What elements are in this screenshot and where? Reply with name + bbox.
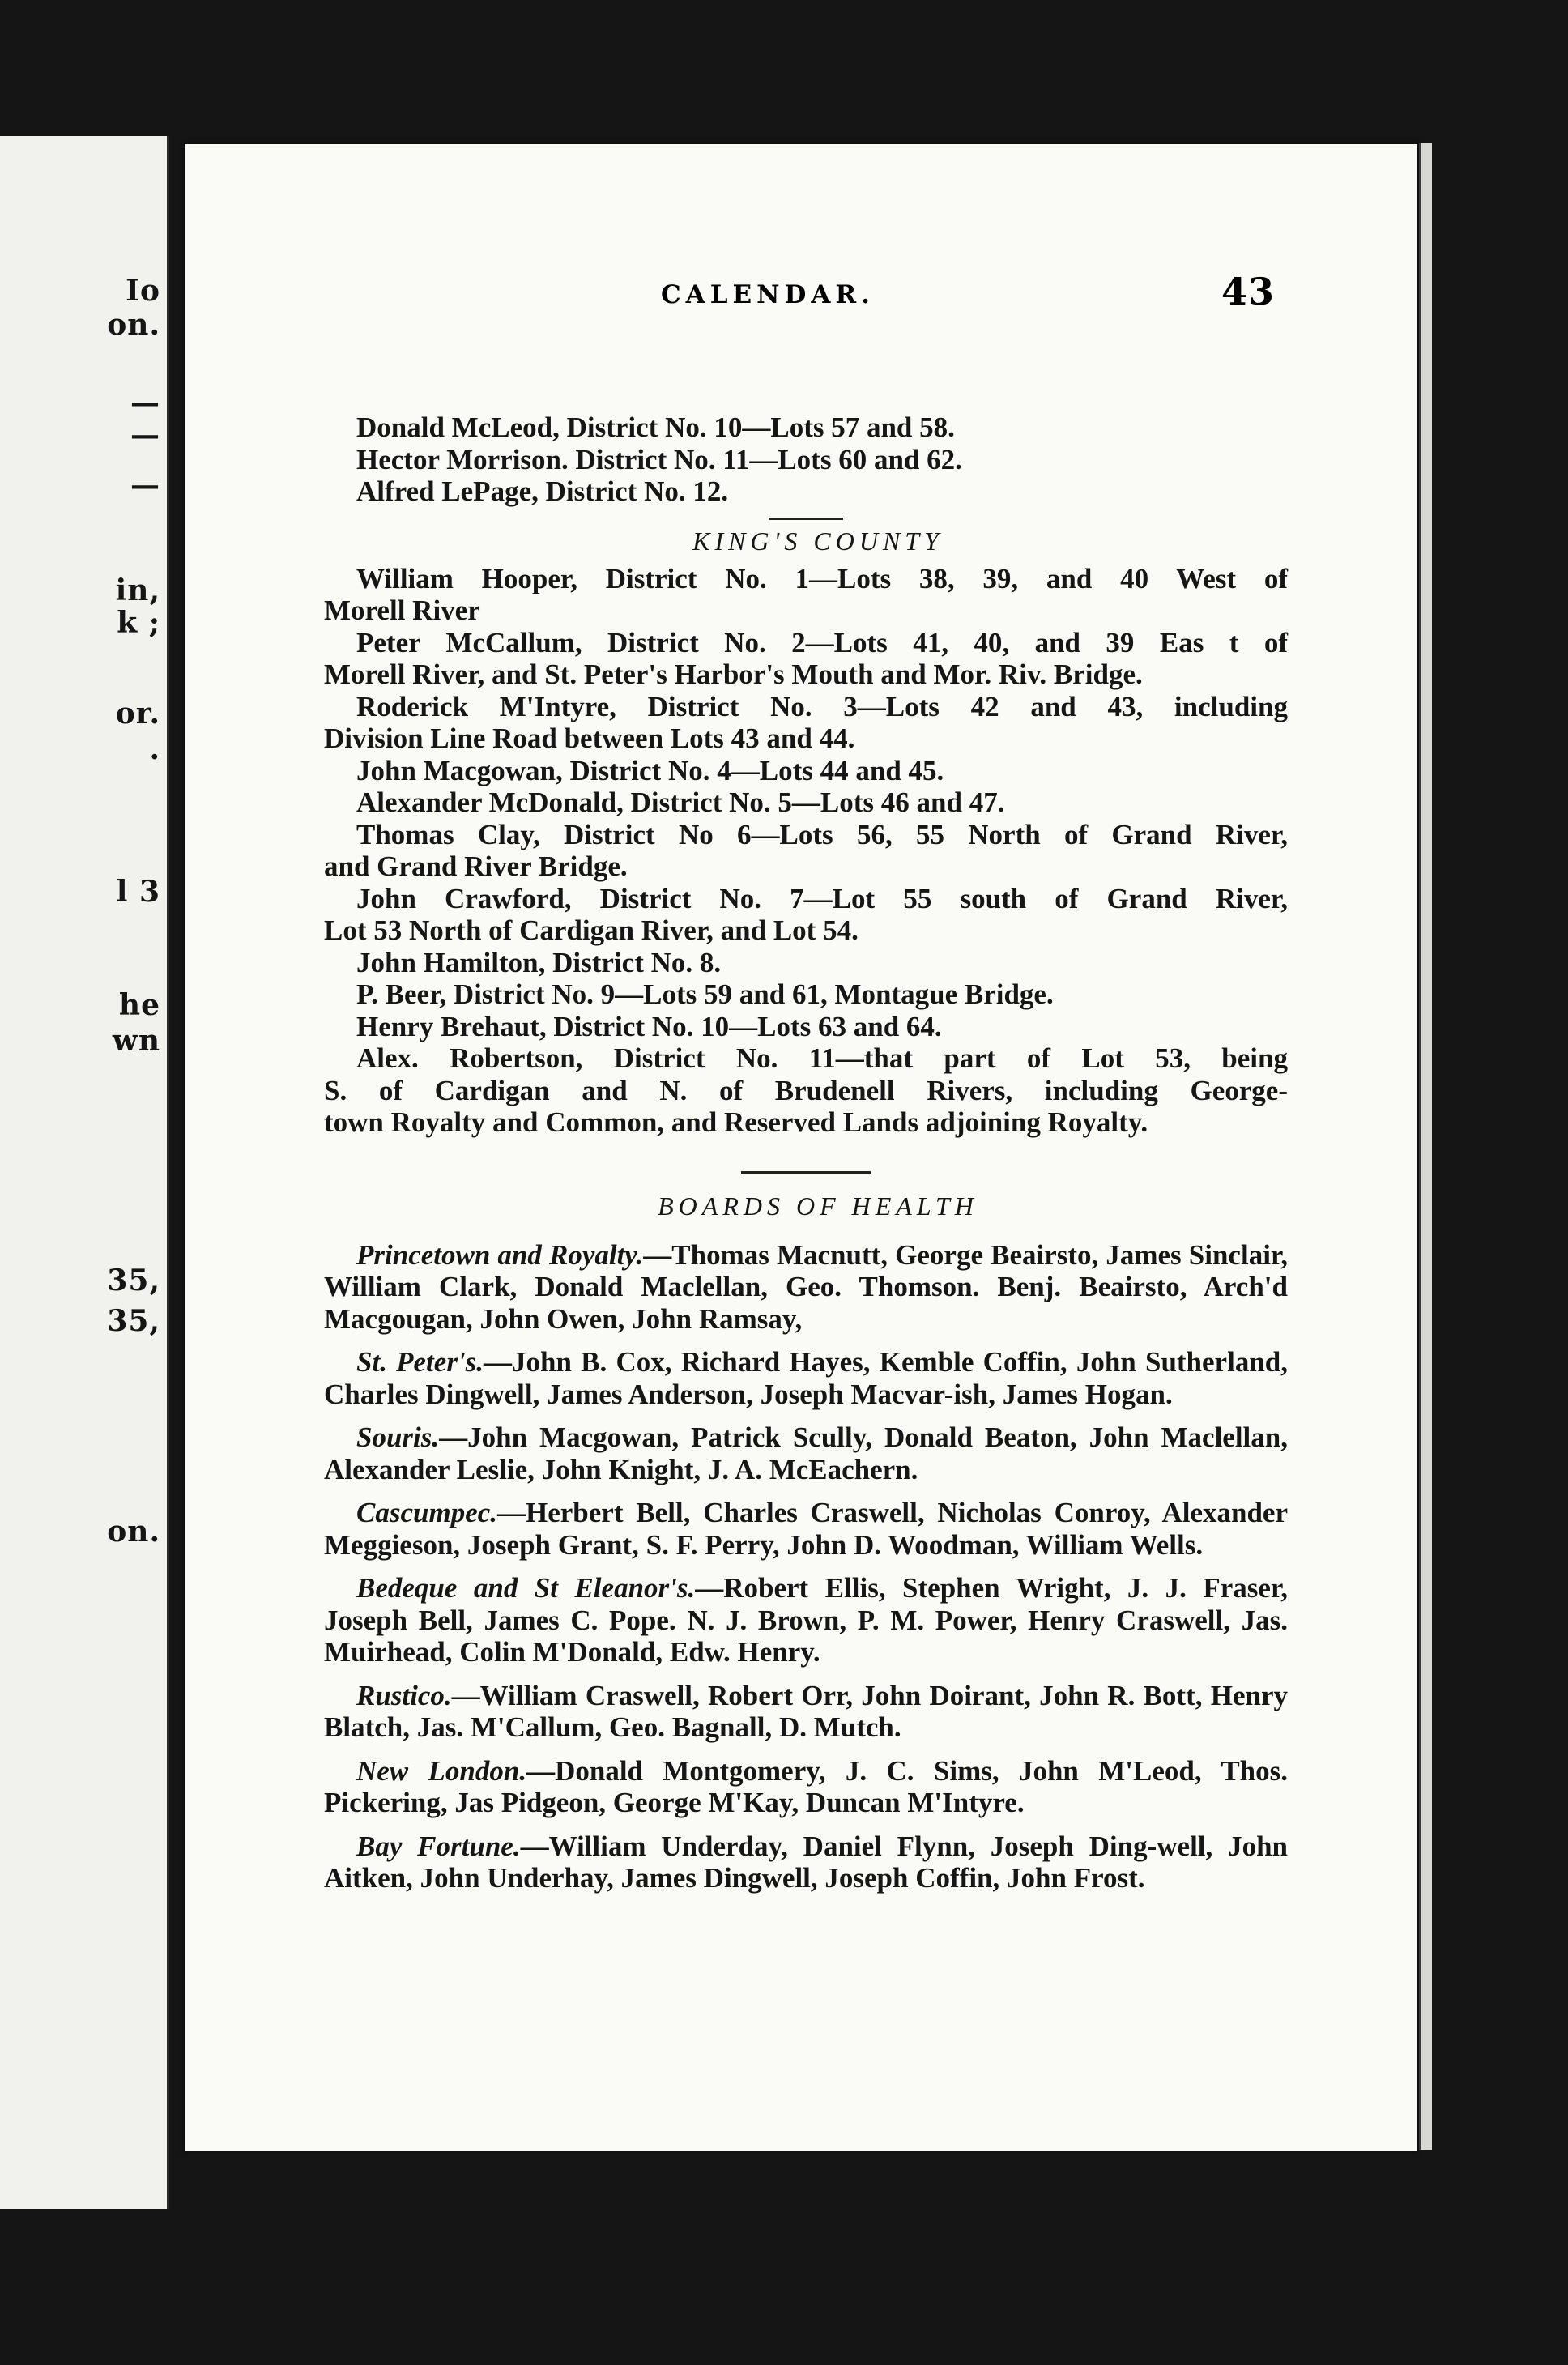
district-entry: Donald McLeod, District No. 10—Lots 57 and 58.	[356, 411, 955, 443]
district-entry	[324, 691, 1288, 755]
left-page-fragment: 35,	[107, 1304, 160, 1338]
left-page-fragment: in,	[115, 573, 160, 607]
district-entry	[324, 786, 1288, 819]
board-place-name: Rustico.	[356, 1679, 452, 1711]
left-page-fragment: wn	[112, 1024, 160, 1058]
board-of-health-entry	[324, 1239, 1288, 1336]
book-page	[185, 144, 1417, 2151]
district-entry-line: Henry Brehaut, District No. 10—Lots 63 and 64.	[356, 1010, 942, 1042]
page-content	[324, 411, 1288, 1906]
district-entry: Alfred LePage, District No. 12.	[356, 475, 729, 507]
district-entry-line: Roderick M'Intyre, District No. 3—Lots 42 and 43, including	[356, 690, 1288, 722]
district-entry-line: and Grand River Bridge.	[324, 850, 628, 882]
left-page-fragment: —	[130, 386, 160, 420]
board-place-name: Princetown and Royalty.	[356, 1238, 644, 1271]
board-of-health-entry	[324, 1755, 1288, 1819]
board-of-health-entry	[324, 1830, 1288, 1894]
district-entry-line: John Crawford, District No. 7—Lot 55 south of Grand River,	[356, 882, 1288, 914]
board-of-health-entry	[324, 1421, 1288, 1485]
boards-of-health-list	[324, 1239, 1288, 1894]
board-place-name: New London.	[356, 1754, 527, 1787]
district-entry	[324, 819, 1288, 883]
left-page-fragment: k ;	[117, 606, 160, 640]
district-entry-line: P. Beer, District No. 9—Lots 59 and 61, Montague Bridge.	[356, 978, 1054, 1010]
district-entry-line: John Macgowan, District No. 4—Lots 44 and 45.	[356, 754, 944, 786]
boards-of-health-heading: BOARDS OF HEALTH	[658, 1191, 978, 1221]
left-page-fragment: l 3	[116, 875, 160, 909]
district-entry-line: John Hamilton, District No. 8.	[356, 946, 722, 978]
left-page-fragment: on.	[107, 1515, 160, 1549]
page-number: 43	[1221, 270, 1276, 313]
district-entry	[324, 978, 1288, 1011]
board-place-name: Cascumpec.	[356, 1497, 498, 1528]
board-members: —Herbert Bell, Charles Craswell, Nicholas Conroy, Alexander Meggieson, Joseph Grant, S. F. Perry, John D. Woodman, William Wells.	[324, 1497, 1288, 1561]
left-page-fragment: 35,	[107, 1263, 160, 1298]
kings-county-heading: KING'S COUNTY	[692, 526, 944, 556]
board-of-health-entry	[324, 1497, 1288, 1561]
board-members: —John Macgowan, Patrick Scully, Donald Beaton, John Maclellan, Alexander Leslie, John Knight, J. A. McEachern.	[324, 1421, 1288, 1485]
left-facing-page	[0, 136, 169, 2209]
short-rule	[769, 518, 843, 520]
board-members: —William Craswell, Robert Orr, John Doirant, John R. Bott, Henry Blatch, Jas. M'Callum, Geo. Bagnall, D. Mutch.	[324, 1679, 1288, 1743]
left-page-fragment: or.	[115, 697, 160, 731]
district-entry-line: Lot 53 North of Cardigan River, and Lot 54.	[324, 914, 859, 946]
board-members: —Robert Ellis, Stephen Wright, J. J. Fraser, Joseph Bell, James C. Pope. N. J. Brown, P. M. Power, Henry Craswell, Jas. Muirhead, Colin M'Donald, Edw. Henry.	[324, 1572, 1288, 1668]
district-entry	[324, 755, 1288, 787]
district-entry-line: Thomas Clay, District No 6—Lots 56, 55 North of Grand River,	[356, 818, 1288, 850]
district-entry	[324, 563, 1288, 627]
section-rule	[741, 1171, 871, 1174]
board-of-health-entry	[324, 1572, 1288, 1668]
board-members: —William Underday, Daniel Flynn, Joseph Ding-well, John Aitken, John Underhay, James Dingwell, Joseph Coffin, John Frost.	[324, 1830, 1288, 1894]
board-members: —Donald Montgomery, J. C. Sims, John M'Leod, Thos. Pickering, Jas Pidgeon, George M'Kay, Duncan M'Intyre.	[324, 1754, 1289, 1818]
board-members: —Thomas Macnutt, George Beairsto, James Sinclair, William Clark, Donald Maclellan, Geo. Thomson. Benj. Beairsto, Arch'd Macgougan, John Owen, John Ramsay,	[324, 1238, 1288, 1335]
district-entry	[324, 627, 1288, 691]
board-of-health-entry	[324, 1680, 1288, 1744]
left-page-fragment: on.	[107, 308, 160, 342]
left-page-fragment: —	[130, 468, 160, 502]
district-entry-line: Peter McCallum, District No. 2—Lots 41, 40, and 39 Eas t of	[356, 626, 1288, 658]
district-entry-line: Alex. Robertson, District No. 11—that part of Lot 53, being	[356, 1042, 1288, 1074]
board-place-name: St. Peter's.	[356, 1346, 484, 1378]
district-entry-line: William Hooper, District No. 1—Lots 38, 39, and 40 West of	[356, 562, 1288, 594]
district-entry-line: Morell River, and St. Peter's Harbor's Mouth and Mor. Riv. Bridge.	[324, 658, 1143, 690]
left-page-fragment: Io	[126, 274, 160, 308]
page-edge	[1419, 143, 1432, 2150]
board-place-name: Souris.	[356, 1421, 440, 1453]
board-place-name: Bay Fortune.	[356, 1830, 521, 1862]
district-entry-line: S. of Cardigan and N. of Brudenell Rivers, including George-	[324, 1074, 1288, 1106]
board-members: —John B. Cox, Richard Hayes, Kemble Coffin, John Sutherland, Charles Dingwell, James Anderson, Joseph Macvar-ish, James Hogan.	[324, 1346, 1289, 1410]
kings-county-districts	[324, 563, 1288, 1139]
board-of-health-entry	[324, 1346, 1288, 1410]
left-page-fragment: .	[149, 732, 160, 766]
district-entry: Hector Morrison. District No. 11—Lots 60 and 62.	[356, 443, 962, 475]
district-list-continued	[324, 411, 1288, 508]
district-entry-line: Division Line Road between Lots 43 and 44.	[324, 722, 855, 754]
district-entry-line: Alexander McDonald, District No. 5—Lots 46 and 47.	[356, 786, 1005, 818]
district-entry	[324, 1042, 1288, 1139]
left-page-fragment: he	[118, 988, 160, 1022]
district-entry-line: town Royalty and Common, and Reserved Lands adjoining Royalty.	[324, 1106, 1148, 1138]
district-entry-line: Morell River	[324, 594, 480, 626]
board-place-name: Bedeque and St Eleanor's.	[356, 1572, 696, 1604]
district-entry	[324, 1011, 1288, 1043]
left-page-fragment: —	[130, 418, 160, 452]
running-title: CALENDAR.	[661, 280, 875, 309]
district-entry	[324, 947, 1288, 979]
district-entry	[324, 883, 1288, 947]
